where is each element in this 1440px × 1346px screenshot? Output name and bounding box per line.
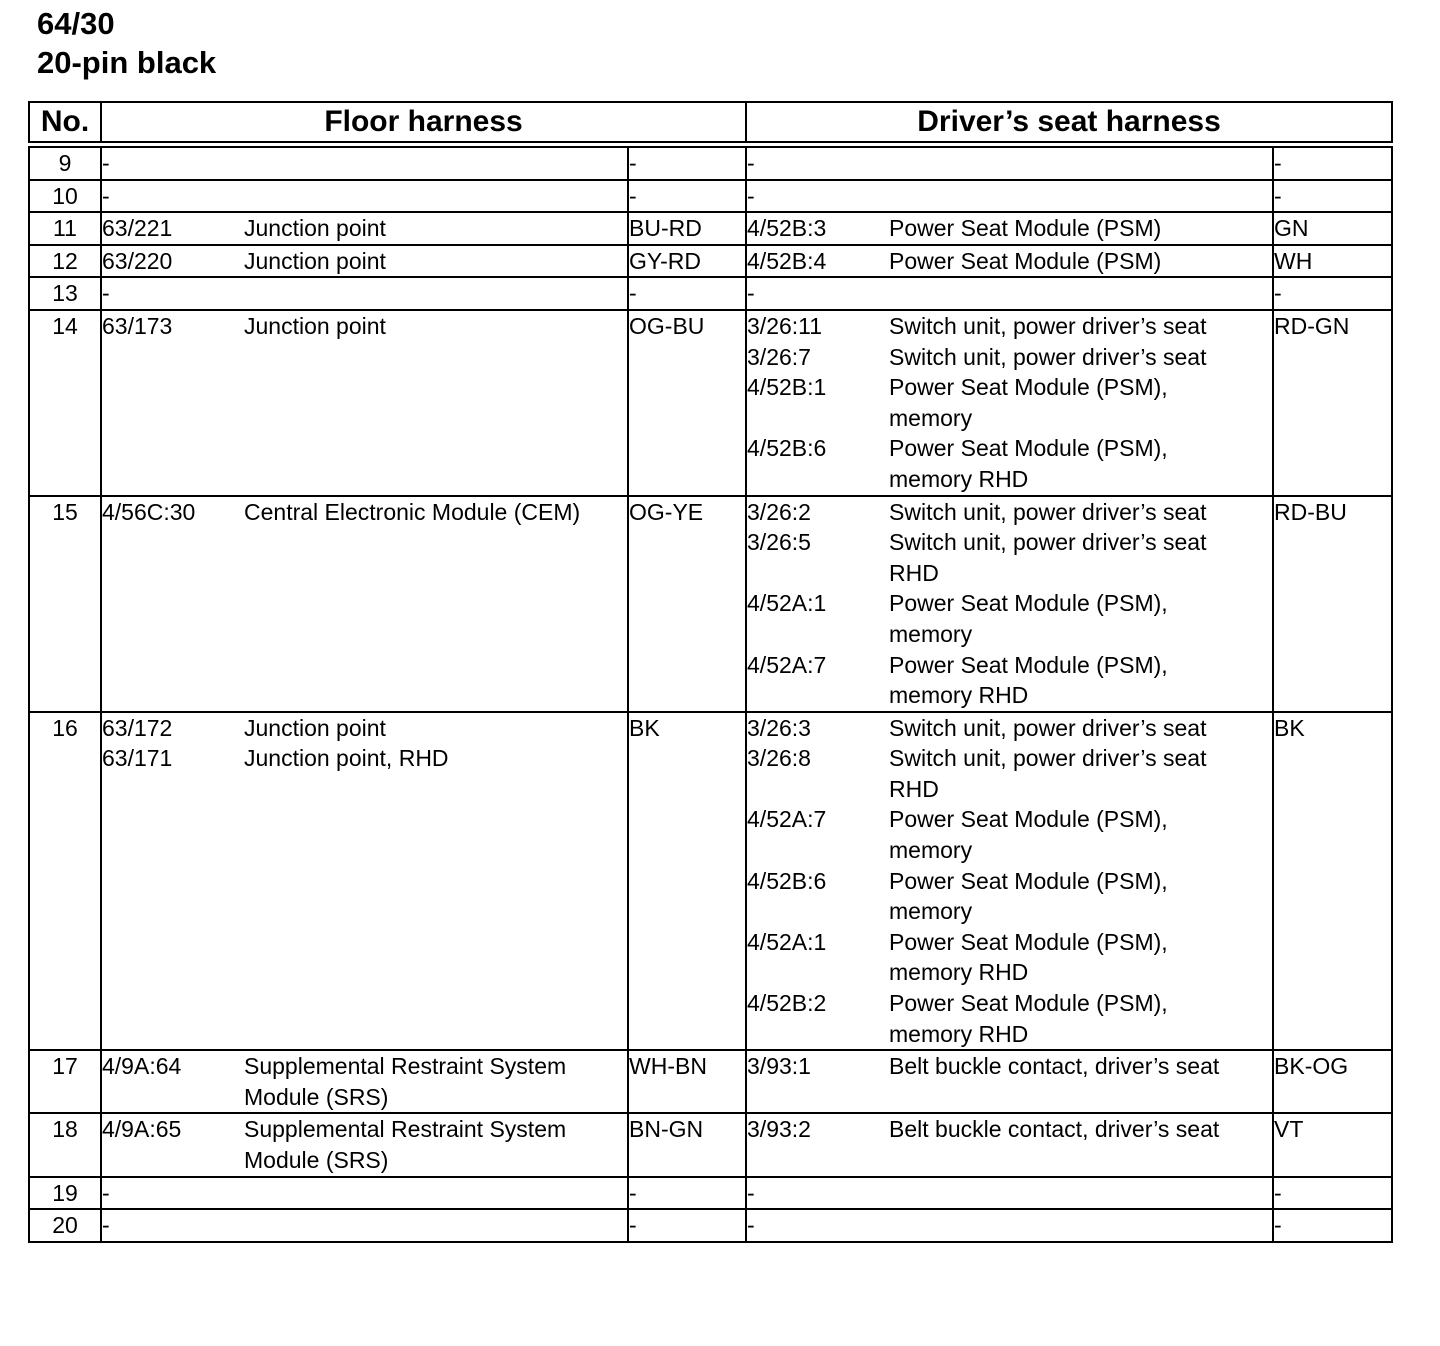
- seat-wire-color: -: [1273, 180, 1392, 213]
- seat-connector-ref: 3/93:1: [747, 1053, 811, 1080]
- header-drivers-seat-harness: Driver’s seat harness: [746, 102, 1392, 145]
- seat-description: [889, 433, 1272, 494]
- pin-number: 14: [29, 310, 101, 496]
- seat-wire-color: RD-GN: [1273, 310, 1392, 496]
- seat-entry: [747, 1114, 1272, 1145]
- floor-wire-color: -: [628, 145, 746, 180]
- seat-connector-ref: -: [747, 182, 755, 209]
- floor-description: [244, 1114, 627, 1175]
- table-row: [29, 496, 1392, 712]
- seat-description-line: Power Seat Module (PSM),: [889, 374, 1168, 401]
- floor-harness-cell: [101, 145, 628, 180]
- floor-entry: [102, 148, 627, 179]
- seat-entry: [747, 1178, 1272, 1209]
- seat-description: [889, 246, 1272, 277]
- seat-description: [889, 148, 1272, 179]
- seat-description: [889, 372, 1272, 433]
- pinout-table: [28, 101, 1393, 1243]
- seat-harness-cell: [746, 180, 1273, 213]
- seat-description-line: memory: [889, 620, 973, 647]
- floor-connector-ref: -: [102, 1179, 110, 1206]
- seat-connector-ref: 3/93:2: [747, 1116, 811, 1143]
- floor-entry: [102, 246, 627, 277]
- seat-description: [889, 1051, 1272, 1082]
- seat-description: [889, 927, 1272, 988]
- floor-harness-cell: [101, 212, 628, 245]
- seat-harness-cell: [746, 1113, 1273, 1176]
- floor-description: [244, 713, 627, 744]
- seat-entry: [747, 927, 1272, 988]
- table-row: [29, 180, 1392, 213]
- floor-description: [244, 1178, 627, 1209]
- seat-wire-color: VT: [1273, 1113, 1392, 1176]
- table-row: [29, 712, 1392, 1051]
- floor-description: [244, 311, 627, 342]
- seat-description-line: memory RHD: [889, 682, 1029, 709]
- floor-description: [244, 1210, 627, 1241]
- floor-connector-ref: 63/171: [102, 745, 173, 772]
- seat-connector-ref: 3/26:7: [747, 343, 811, 370]
- seat-wire-color: -: [1273, 145, 1392, 180]
- floor-wire-color: GY-RD: [628, 245, 746, 278]
- pin-number: 9: [29, 145, 101, 180]
- floor-entry: [102, 213, 627, 244]
- seat-entry: [747, 372, 1272, 433]
- seat-entry: [747, 213, 1272, 244]
- floor-connector-ref: 4/9A:65: [102, 1116, 182, 1143]
- seat-entry: [747, 988, 1272, 1049]
- floor-description: [244, 213, 627, 244]
- floor-harness-cell: [101, 277, 628, 310]
- floor-entry: [102, 1051, 627, 1112]
- seat-connector-ref: 4/52B:2: [747, 990, 827, 1017]
- seat-entry: [747, 342, 1272, 373]
- floor-harness-cell: [101, 245, 628, 278]
- seat-connector-ref: 4/52B:3: [747, 215, 827, 242]
- seat-description: [889, 713, 1272, 744]
- floor-description: [244, 246, 627, 277]
- table-row: [29, 212, 1392, 245]
- seat-description-line: memory: [889, 404, 973, 431]
- table-row: [29, 1209, 1392, 1242]
- seat-description-line: memory RHD: [889, 959, 1029, 986]
- seat-harness-cell: [746, 212, 1273, 245]
- seat-description-line: Power Seat Module (PSM),: [889, 435, 1168, 462]
- seat-wire-color: WH: [1273, 245, 1392, 278]
- seat-entry: [747, 181, 1272, 212]
- seat-harness-cell: [746, 277, 1273, 310]
- seat-wire-color: -: [1273, 1209, 1392, 1242]
- seat-description-line: memory: [889, 837, 973, 864]
- seat-connector-ref: 3/26:11: [747, 312, 823, 339]
- pin-number: 10: [29, 180, 101, 213]
- floor-harness-cell: [101, 712, 628, 1051]
- floor-connector-ref: 63/221: [102, 215, 173, 242]
- floor-connector-ref: -: [102, 182, 110, 209]
- table-row: [29, 245, 1392, 278]
- floor-description-line: Supplemental Restraint System: [244, 1053, 567, 1080]
- floor-wire-color: -: [628, 1177, 746, 1210]
- pin-number: 15: [29, 496, 101, 712]
- seat-harness-cell: [746, 1209, 1273, 1242]
- floor-harness-cell: [101, 310, 628, 496]
- seat-description-line: Power Seat Module (PSM),: [889, 806, 1168, 833]
- seat-description-line: Switch unit, power driver’s seat: [889, 529, 1207, 556]
- pin-number: 13: [29, 277, 101, 310]
- seat-wire-color: -: [1273, 277, 1392, 310]
- floor-wire-color: WH-BN: [628, 1050, 746, 1113]
- seat-description-line: memory RHD: [889, 465, 1029, 492]
- connector-title: [37, 4, 216, 82]
- floor-wire-color: BK: [628, 712, 746, 1051]
- seat-description-line: Switch unit, power driver’s seat: [889, 498, 1207, 525]
- seat-entry: [747, 497, 1272, 528]
- pin-number: 12: [29, 245, 101, 278]
- seat-description-line: RHD: [889, 775, 939, 802]
- floor-connector-ref: 4/9A:64: [102, 1053, 182, 1080]
- floor-connector-ref: 63/172: [102, 714, 173, 741]
- floor-harness-cell: [101, 1113, 628, 1176]
- seat-description-line: Belt buckle contact, driver’s seat: [889, 1116, 1220, 1143]
- seat-description-line: Switch unit, power driver’s seat: [889, 312, 1207, 339]
- table-row: [29, 1177, 1392, 1210]
- seat-entry: [747, 588, 1272, 649]
- floor-description-line: Junction point: [244, 215, 386, 242]
- seat-harness-cell: [746, 1177, 1273, 1210]
- table-row: [29, 310, 1392, 496]
- floor-description-line: Junction point: [244, 312, 386, 339]
- seat-connector-ref: 4/52B:1: [747, 374, 827, 401]
- seat-description: [889, 743, 1272, 804]
- table-row: [29, 145, 1392, 180]
- floor-connector-ref: -: [102, 280, 110, 307]
- seat-connector-ref: 4/52A:7: [747, 806, 827, 833]
- seat-entry: [747, 148, 1272, 179]
- floor-description: [244, 1051, 627, 1112]
- seat-description-line: Power Seat Module (PSM): [889, 215, 1162, 242]
- seat-wire-color: BK-OG: [1273, 1050, 1392, 1113]
- floor-description-line: Junction point, RHD: [244, 745, 449, 772]
- seat-description-line: Switch unit, power driver’s seat: [889, 714, 1207, 741]
- seat-description: [889, 497, 1272, 528]
- floor-connector-ref: -: [102, 1212, 110, 1239]
- floor-harness-cell: [101, 496, 628, 712]
- floor-connector-ref: 63/220: [102, 247, 173, 274]
- seat-connector-ref: 4/52B:4: [747, 247, 827, 274]
- floor-wire-color: BN-GN: [628, 1113, 746, 1176]
- floor-connector-ref: 63/173: [102, 312, 173, 339]
- seat-description: [889, 1178, 1272, 1209]
- seat-description: [889, 588, 1272, 649]
- floor-entry: [102, 1114, 627, 1175]
- seat-wire-color: RD-BU: [1273, 496, 1392, 712]
- pin-number: 16: [29, 712, 101, 1051]
- floor-harness-cell: [101, 1050, 628, 1113]
- seat-entry: [747, 1210, 1272, 1241]
- floor-harness-cell: [101, 1177, 628, 1210]
- table-row: [29, 1050, 1392, 1113]
- seat-entry: [747, 246, 1272, 277]
- floor-description-line: Junction point: [244, 247, 386, 274]
- floor-entry: [102, 1178, 627, 1209]
- floor-connector-ref: -: [102, 150, 110, 176]
- seat-description-line: Power Seat Module (PSM),: [889, 651, 1168, 678]
- seat-description-line: Power Seat Module (PSM): [889, 247, 1162, 274]
- seat-harness-cell: [746, 1050, 1273, 1113]
- table-body: [29, 145, 1392, 1242]
- seat-description: [889, 988, 1272, 1049]
- floor-connector-ref: 4/56C:30: [102, 498, 196, 525]
- seat-description-line: Switch unit, power driver’s seat: [889, 745, 1207, 772]
- seat-entry: [747, 433, 1272, 494]
- seat-entry: [747, 311, 1272, 342]
- floor-description: [244, 278, 627, 309]
- table-row: [29, 1113, 1392, 1176]
- seat-connector-ref: -: [747, 150, 755, 176]
- seat-entry: [747, 527, 1272, 588]
- seat-wire-color: -: [1273, 1177, 1392, 1210]
- seat-description: [889, 278, 1272, 309]
- floor-entry: [102, 278, 627, 309]
- seat-description: [889, 181, 1272, 212]
- connector-id: 64/30: [37, 6, 115, 41]
- seat-description-line: RHD: [889, 559, 939, 586]
- seat-harness-cell: [746, 145, 1273, 180]
- seat-description-line: Power Seat Module (PSM),: [889, 990, 1168, 1017]
- seat-entry: [747, 650, 1272, 711]
- seat-harness-cell: [746, 496, 1273, 712]
- floor-harness-cell: [101, 180, 628, 213]
- seat-entry: [747, 804, 1272, 865]
- floor-description-line: Module (SRS): [244, 1083, 389, 1110]
- seat-connector-ref: 3/26:3: [747, 714, 811, 741]
- floor-wire-color: BU-RD: [628, 212, 746, 245]
- seat-harness-cell: [746, 245, 1273, 278]
- seat-connector-ref: 3/26:5: [747, 529, 811, 556]
- seat-description: [889, 866, 1272, 927]
- floor-wire-color: -: [628, 180, 746, 213]
- floor-entry: [102, 713, 627, 744]
- floor-wire-color: OG-BU: [628, 310, 746, 496]
- seat-description-line: memory RHD: [889, 1020, 1029, 1047]
- pin-number: 18: [29, 1113, 101, 1176]
- floor-description: [244, 148, 627, 179]
- seat-harness-cell: [746, 712, 1273, 1051]
- floor-entry: [102, 1210, 627, 1241]
- floor-description-line: Module (SRS): [244, 1147, 389, 1173]
- seat-description-line: Power Seat Module (PSM),: [889, 928, 1168, 955]
- seat-connector-ref: -: [747, 1212, 755, 1239]
- seat-description-line: Power Seat Module (PSM),: [889, 590, 1168, 617]
- floor-entry: [102, 743, 627, 774]
- seat-entry: [747, 1051, 1272, 1082]
- pin-number: 20: [29, 1209, 101, 1242]
- seat-description-line: Switch unit, power driver’s seat: [889, 343, 1207, 370]
- floor-wire-color: OG-YE: [628, 496, 746, 712]
- seat-connector-ref: -: [747, 280, 755, 307]
- seat-description: [889, 1114, 1272, 1145]
- seat-description-line: Belt buckle contact, driver’s seat: [889, 1053, 1220, 1080]
- seat-connector-ref: 3/26:8: [747, 745, 811, 772]
- header-no: No.: [29, 102, 101, 145]
- floor-description-line: Supplemental Restraint System: [244, 1116, 567, 1143]
- seat-description: [889, 213, 1272, 244]
- seat-connector-ref: 4/52A:7: [747, 651, 827, 678]
- seat-connector-ref: 3/26:2: [747, 498, 811, 525]
- seat-connector-ref: 4/52B:6: [747, 867, 827, 894]
- pin-number: 19: [29, 1177, 101, 1210]
- floor-description-line: Junction point: [244, 714, 386, 741]
- pin-number: 17: [29, 1050, 101, 1113]
- seat-entry: [747, 743, 1272, 804]
- seat-description: [889, 1210, 1272, 1241]
- floor-harness-cell: [101, 1209, 628, 1242]
- seat-wire-color: GN: [1273, 212, 1392, 245]
- floor-description: [244, 743, 627, 774]
- seat-entry: [747, 278, 1272, 309]
- seat-entry: [747, 713, 1272, 744]
- seat-description: [889, 650, 1272, 711]
- floor-wire-color: -: [628, 1209, 746, 1242]
- seat-description-line: memory: [889, 898, 973, 925]
- floor-description: [244, 181, 627, 212]
- seat-connector-ref: 4/52A:1: [747, 928, 827, 955]
- floor-entry: [102, 497, 627, 528]
- seat-wire-color: BK: [1273, 712, 1392, 1051]
- seat-description: [889, 311, 1272, 342]
- floor-entry: [102, 181, 627, 212]
- floor-description: [244, 497, 627, 528]
- floor-entry: [102, 311, 627, 342]
- seat-connector-ref: 4/52B:6: [747, 435, 827, 462]
- pin-number: 11: [29, 212, 101, 245]
- seat-connector-ref: -: [747, 1179, 755, 1206]
- seat-harness-cell: [746, 310, 1273, 496]
- seat-description: [889, 804, 1272, 865]
- table-header-row: [29, 102, 1392, 145]
- floor-wire-color: -: [628, 277, 746, 310]
- table-row: [29, 277, 1392, 310]
- seat-description-line: Power Seat Module (PSM),: [889, 867, 1168, 894]
- seat-description: [889, 342, 1272, 373]
- seat-description: [889, 527, 1272, 588]
- seat-connector-ref: 4/52A:1: [747, 590, 827, 617]
- seat-entry: [747, 866, 1272, 927]
- connector-description: 20-pin black: [37, 45, 217, 80]
- floor-description-line: Central Electronic Module (CEM): [244, 498, 581, 525]
- header-floor-harness: Floor harness: [101, 102, 746, 145]
